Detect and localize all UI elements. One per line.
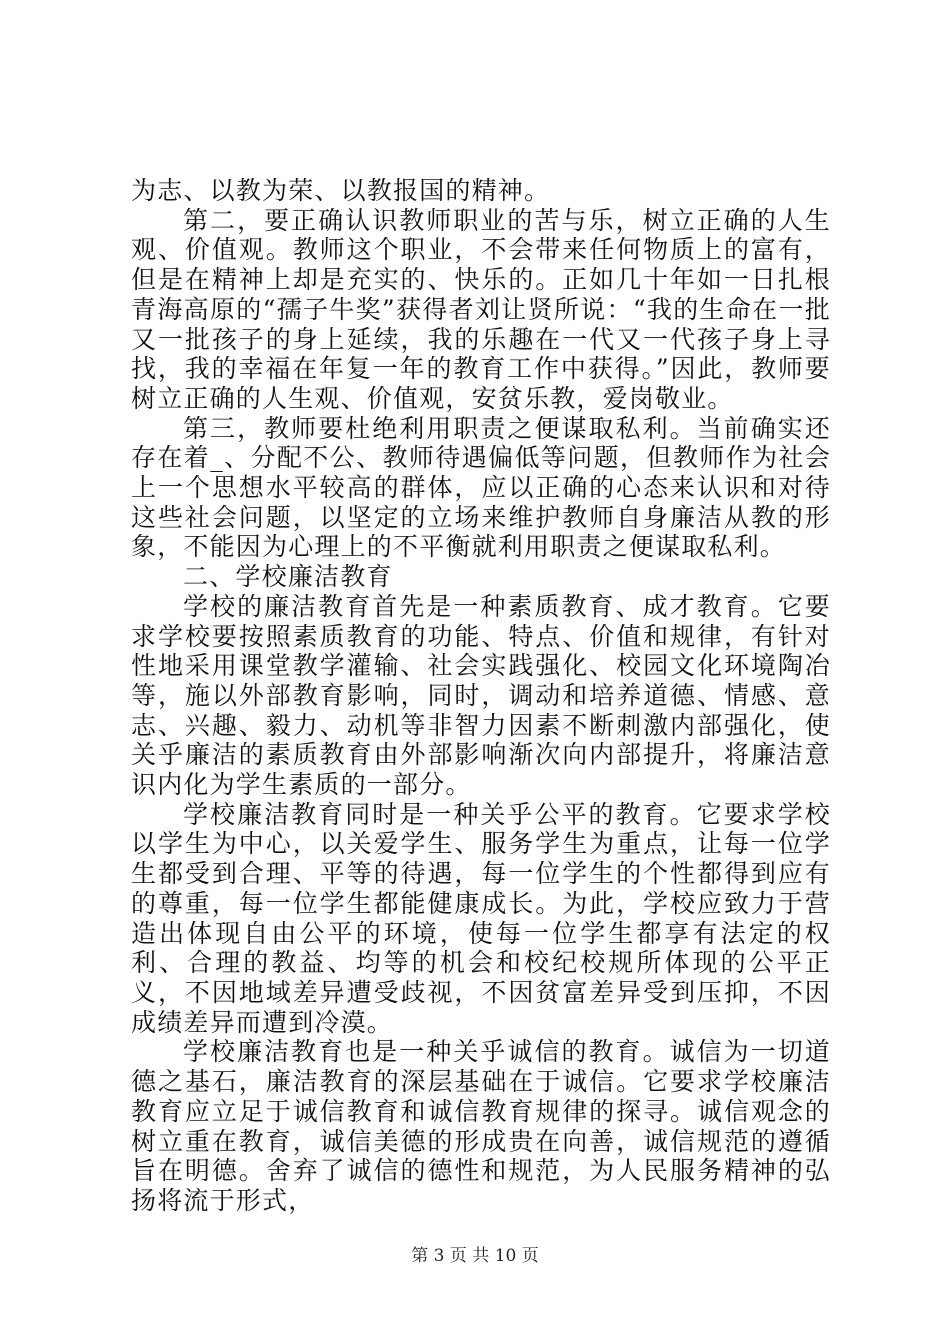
section-heading: 二、学校廉洁教育 [183, 562, 393, 592]
paragraph-2: 第二，要正确认识教师职业的苦与乐，树立正确的人生观、价值观。教师这个职业，不会带来任何物质上的富有，但是在精神上却是充实的、快乐的。正如几十年如一日扎根青海高原的“孺子牛奖”获得者刘让贤所说：“我的生命在一批又一批孩子的身上延续，我的乐趣在一代又一代孩子身上寻找，我的幸福在年复一年的教育工作中获得。”因此，教师要树立正确的人生观、价值观，安贫乐教，爱岗敬业。 [131, 205, 831, 413]
paragraph-5: 学校廉洁教育同时是一种关乎公平的教育。它要求学校以学生为中心，以关爱学生、服务学生为重点，让每一位学生都受到合理、平等的待遇，每一位学生的个性都得到应有的尊重，每一位学生都能健康成长。为此，学校应致力于营造出体现自由公平的环境，使每一位学生都享有法定的权利、合理的教益、均等的机会和校纪校规所体现的公平正义，不因地域差异遭受歧视，不因贫富差异受到压抑，不因成绩差异而遭到冷漠。 [131, 799, 831, 1037]
paragraph-3: 第三，教师要杜绝利用职责之便谋取私利。当前确实还存在着_、分配不公、教师待遇偏低等问题，但教师作为社会上一个思想水平较高的群体，应以正确的心态来认识和对待这些社会问题，以坚定的立场来维护教师自身廉洁从教的形象，不能因为心理上的不平衡就利用职责之便谋取私利。 [131, 413, 831, 562]
paragraph-1: 为志、以教为荣、以教报国的精神。 [131, 176, 551, 205]
page-footer: 第 3 页 共 10 页 [411, 1246, 539, 1266]
paragraph-6: 学校廉洁教育也是一种关乎诚信的教育。诚信为一切道德之基石，廉洁教育的深层基础在于诚信。它要求学校廉洁教育应立足于诚信教育和诚信教育规律的探寻。诚信观念的树立重在教育，诚信美德的形成贵在向善，诚信规范的遵循旨在明德。舍弃了诚信的德性和规范，为人民服务精神的弘扬将流于形式， [131, 1037, 831, 1215]
document-body [131, 176, 831, 1216]
paragraph-4: 学校的廉洁教育首先是一种素质教育、成才教育。它要求学校要按照素质教育的功能、特点、价值和规律，有针对性地采用课堂教学灌输、社会实践强化、校园文化环境陶冶等，施以外部教育影响，同时，调动和培养道德、情感、意志、兴趣、毅力、动机等非智力因素不断刺激内部强化，使关乎廉洁的素质教育由外部影响渐次向内部提升，将廉洁意识内化为学生素质的一部分。 [131, 591, 831, 800]
